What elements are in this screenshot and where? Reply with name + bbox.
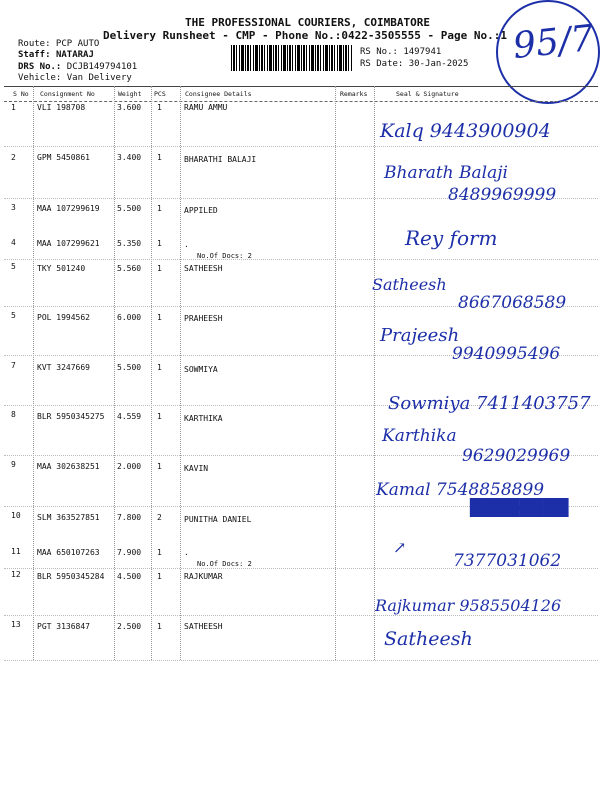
col-divider — [374, 86, 375, 660]
table-header-border — [4, 101, 598, 102]
circle-handwriting: 95/7 — [511, 17, 596, 68]
row-pcs: 1 — [157, 622, 162, 631]
row-consignment: TKY 501240 — [37, 264, 86, 273]
row-consignee: PUNITHA DANIEL — [184, 515, 252, 524]
row-separator — [4, 660, 598, 661]
row-consignment: MAA 107299619 — [37, 204, 100, 213]
row-consignee: PRAHEESH — [184, 314, 223, 323]
row-pcs: 1 — [157, 363, 162, 372]
row-sno: 2 — [11, 153, 16, 162]
col-header-pcs: PCS — [154, 90, 166, 98]
row-consignee: RAJKUMAR — [184, 572, 223, 581]
row-consignee: . — [184, 240, 189, 249]
signature-row-1: Kalq 9443900904 — [380, 120, 551, 142]
col-header-sno: S No — [13, 90, 29, 98]
col-header-weight: Weight — [118, 90, 142, 98]
rs-no: RS No.: 1497941 — [360, 47, 442, 57]
row-pcs: 1 — [157, 239, 162, 248]
row-pcs: 1 — [157, 548, 162, 557]
row-weight: 4.500 — [117, 572, 142, 581]
row-sno: 7 — [11, 361, 16, 370]
row-consignee: SATHEESH — [184, 264, 223, 273]
drs-value: DCJB149794101 — [66, 62, 138, 72]
col-header-consignment: Consignment No — [40, 90, 95, 98]
row-weight: 6.000 — [117, 313, 142, 322]
row-weight: 5.350 — [117, 239, 142, 248]
signature-row-2: Bharath Balaji — [384, 163, 508, 183]
staff-label: Staff: — [18, 50, 51, 60]
signature-row-11-phone: 7377031062 — [453, 551, 562, 571]
signature-row-7: Sowmiya 7411403757 — [388, 393, 591, 414]
col-divider — [335, 86, 336, 660]
row-weight: 4.559 — [117, 412, 142, 421]
row-consignment: BLR 5950345284 — [37, 572, 105, 581]
drs-label: DRS No.: — [18, 62, 62, 72]
row-pcs: 2 — [157, 513, 162, 522]
row-consignee: SATHEESH — [184, 622, 223, 631]
row-sno: 1 — [11, 103, 16, 112]
vehicle-text: Vehicle: Van Delivery — [18, 73, 132, 83]
row-consignment: BLR 5950345275 — [37, 412, 105, 421]
signature-row-8-phone: 9629029969 — [462, 446, 571, 466]
signature-row-6-phone: 9940995496 — [452, 344, 561, 364]
signature-row-13: Satheesh — [384, 628, 473, 650]
docs-note: No.Of Docs: 2 — [197, 252, 252, 260]
staff-line — [18, 50, 94, 60]
row-consignment: PGT 3136847 — [37, 622, 90, 631]
row-weight: 7.800 — [117, 513, 142, 522]
row-consignment: MAA 107299621 — [37, 239, 100, 248]
signature-row-8: Karthika — [382, 426, 457, 446]
row-consignment: KVT 3247669 — [37, 363, 90, 372]
row-pcs: 1 — [157, 153, 162, 162]
signature-mark: ↗ — [393, 538, 407, 557]
row-sno: 4 — [11, 238, 16, 247]
row-consignment: VLI 198708 — [37, 103, 86, 112]
row-weight: 7.900 — [117, 548, 142, 557]
col-header-consignee: Consignee Details — [185, 90, 252, 98]
signature-row-12: Rajkumar 9585504126 — [375, 596, 562, 615]
row-pcs: 1 — [157, 462, 162, 471]
table-top-border — [4, 86, 598, 87]
row-consignment: MAA 302638251 — [37, 462, 100, 471]
row-consignment: MAA 650107263 — [37, 548, 100, 557]
row-separator — [4, 146, 598, 147]
row-separator — [4, 615, 598, 616]
col-header-remarks: Remarks — [340, 90, 368, 98]
col-divider — [151, 86, 152, 660]
row-weight: 2.000 — [117, 462, 142, 471]
row-consignee: KAVIN — [184, 464, 209, 473]
row-consignment: GPM 5450861 — [37, 153, 90, 162]
row-weight: 2.500 — [117, 622, 142, 631]
struck-out-number: ████████ — [470, 498, 569, 517]
col-header-seal: Seal & Signature — [396, 90, 459, 98]
row-consignee: BHARATHI BALAJI — [184, 155, 257, 164]
row-pcs: 1 — [157, 412, 162, 421]
row-weight: 3.600 — [117, 103, 142, 112]
row-consignee: APPILED — [184, 206, 218, 215]
row-sno: 5 — [11, 262, 16, 271]
col-divider — [33, 86, 34, 660]
row-sno: 11 — [11, 547, 21, 556]
row-pcs: 1 — [157, 264, 162, 273]
signature-row-2-phone: 8489969999 — [448, 185, 557, 205]
row-weight: 5.500 — [117, 363, 142, 372]
row-sno: 5 — [11, 311, 16, 320]
row-pcs: 1 — [157, 103, 162, 112]
col-divider — [114, 86, 115, 660]
row-sno: 8 — [11, 410, 16, 419]
row-sno: 13 — [11, 620, 21, 629]
rs-date: RS Date: 30-Jan-2025 — [360, 59, 469, 69]
row-consignee: . — [184, 548, 189, 557]
row-sno: 9 — [11, 460, 16, 469]
col-divider — [180, 86, 181, 660]
row-consignment: POL 1994562 — [37, 313, 90, 322]
row-sno: 10 — [11, 511, 21, 520]
company-title: THE PROFESSIONAL COURIERS, COIMBATORE — [185, 16, 431, 29]
runsheet-title: Delivery Runsheet - CMP - Phone No.:0422-3505555 - Page No.:1 — [103, 29, 507, 42]
staff-value: NATARAJ — [55, 50, 94, 60]
drs-line — [18, 62, 137, 72]
row-consignee: KARTHIKA — [184, 414, 223, 423]
signature-row-3: Rey form — [405, 226, 498, 250]
row-consignee: RAMU AMMU — [184, 103, 228, 112]
signature-row-9: Kamal 7548858899 — [376, 480, 545, 500]
route-text: Route: PCP AUTO — [18, 39, 100, 49]
row-pcs: 1 — [157, 204, 162, 213]
row-weight: 3.400 — [117, 153, 142, 162]
row-sno: 12 — [11, 570, 21, 579]
row-weight: 5.500 — [117, 204, 142, 213]
signature-row-5-phone: 8667068589 — [458, 293, 567, 313]
row-consignee: SOWMIYA — [184, 365, 218, 374]
row-separator — [4, 259, 598, 260]
signature-row-5: Satheesh — [372, 275, 447, 294]
row-weight: 5.560 — [117, 264, 142, 273]
row-pcs: 1 — [157, 313, 162, 322]
signature-row-6: Prajeesh — [380, 325, 460, 346]
barcode — [231, 45, 353, 71]
row-pcs: 1 — [157, 572, 162, 581]
row-sno: 3 — [11, 203, 16, 212]
row-consignment: SLM 363527851 — [37, 513, 100, 522]
docs-note: No.Of Docs: 2 — [197, 560, 252, 568]
